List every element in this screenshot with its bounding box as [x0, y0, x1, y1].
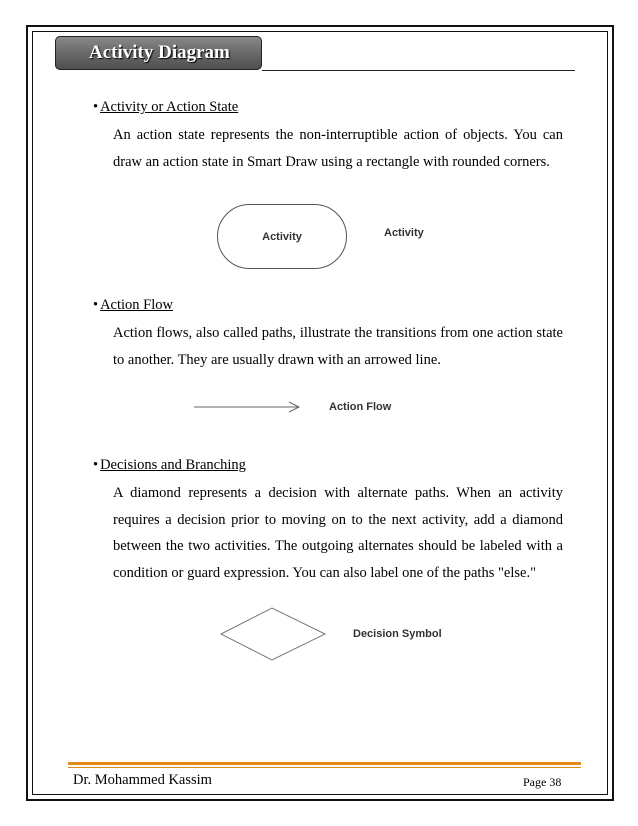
paragraph-line: requires a decision prior to moving on to the next activity, add a diamond [113, 511, 563, 528]
title-rule [262, 70, 575, 71]
page-title: Activity Diagram [89, 42, 230, 63]
section-heading-action-state [93, 99, 238, 116]
action-flow-arrow [192, 400, 304, 414]
paragraph-line: draw an action state in Smart Draw using a rectangle with rounded corners. [113, 153, 550, 170]
paragraph-action-state [113, 122, 563, 175]
paragraph-decisions [113, 480, 563, 586]
paragraph-line: condition or guard expression. You can also label one of the paths "else." [113, 564, 536, 581]
decision-diamond [218, 605, 328, 663]
footer-author: Dr. Mohammed Kassim [73, 772, 212, 788]
section-heading-action-flow [93, 297, 173, 314]
paragraph-line: to another. They are usually drawn with an arrowed line. [113, 351, 441, 368]
action-flow-label: Action Flow [329, 401, 392, 413]
section-heading-decisions [93, 457, 246, 474]
activity-side-label: Activity [384, 227, 424, 239]
title-banner [55, 36, 262, 70]
decision-symbol-label: Decision Symbol [353, 628, 442, 640]
footer-rule-thick [68, 762, 581, 765]
paragraph-action-flow [113, 320, 563, 373]
paragraph-line: between the two activities. The outgoing alternates should be labeled with a [113, 538, 563, 554]
paragraph-line: Action flows, also called paths, illustrate the transitions from one action state [113, 325, 563, 341]
footer-rule-thin [68, 767, 581, 768]
page-number: Page 38 [523, 775, 562, 789]
heading-text: Decisions and Branching [100, 457, 246, 473]
bullet: • [93, 99, 99, 115]
heading-text: Activity or Action State [100, 99, 239, 115]
activity-shape-label: Activity [262, 230, 302, 243]
paragraph-line: A diamond represents a decision with alternate paths. When an activity [113, 485, 563, 501]
paragraph-line: An action state represents the non-interruptible action of objects. You can [113, 127, 563, 143]
bullet: • [93, 297, 99, 313]
bullet: • [93, 457, 99, 473]
activity-shape [217, 204, 347, 269]
heading-text: Action Flow [100, 297, 173, 313]
